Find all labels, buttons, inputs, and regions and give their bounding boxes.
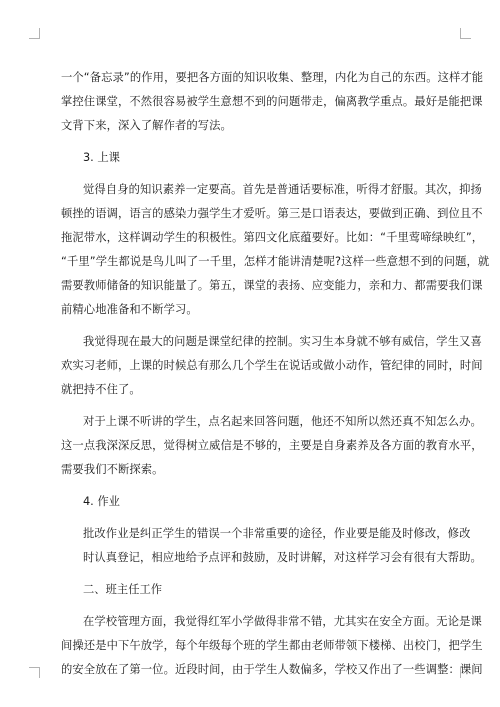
text-line: 间操还是中下午放学，每个年级每个班的学生都由老师带领下楼梯、出校门，把学生 (61, 639, 483, 652)
text-line: 觉得自身的知识素养一定要高。首先是普通话要标准，听得才舒服。其次，抑扬 (83, 183, 482, 196)
paragraph (61, 522, 482, 570)
section-heading: 4. 作业 (83, 495, 120, 508)
text-line: 欢实习老师，上课的时候总有那么几个学生在说话或做小动作，管纪律的同时，时间 (61, 359, 483, 372)
text-line: 时认真登记，相应地给予点评和鼓励，及时讲解，对这样学习会有很有大帮助。 (83, 551, 482, 564)
text-line: “千里”学生都说是鸟儿叫了一千里，怎样才能讲清楚呢?这样一些意想不到的问题，就 (61, 255, 490, 268)
text-line: 文背下来，深入了解作者的写法。 (61, 119, 232, 132)
text-line: 在学校管理方面，我觉得红军小学做得非常不错，尤其实在安全方面。无论是课 (83, 615, 482, 628)
text-line: 对于上课不听讲的学生，点名起来回答问题，他还不知所以然还真不知怎么办。 (83, 415, 482, 428)
paragraph (61, 410, 483, 482)
document-body (61, 66, 490, 690)
crop-mark-top-right (460, 28, 471, 39)
text-line: 批改作业是纠正学生的错误一个非常重要的途径，作业要是能及时修改，修改 (83, 527, 471, 540)
text-line: 顿挫的语调，语言的感染力强学生才爱听。第三是口语表达，要做到正确、到位且不 (61, 207, 483, 220)
paragraph (61, 610, 483, 682)
text-line: 一个“备忘录”的作用，要把各方面的知识收集、整理，内化为自己的东西。这样才能 (61, 71, 484, 84)
crop-mark-top-left (29, 28, 40, 39)
text-line: 我觉得现在最大的问题是课堂纪律的控制。实习生本身就不够有威信，学生又喜 (83, 335, 482, 348)
text-line: 拖泥带水，这样调动学生的积极性。第四文化底蕴要好。比如：“千里莺啼绿映红”， (61, 231, 484, 244)
crop-mark-bottom-left (29, 667, 40, 678)
text-line: 的安全放在了第一位。近段时间，由于学生人数偏多，学校又作出了一些调整：课间 (61, 663, 483, 676)
text-line: 前精心地准备和不断学习。 (61, 303, 198, 316)
paragraph (61, 66, 484, 138)
text-line: 就把持不住了。 (61, 383, 141, 396)
text-line: 这一点我深深反思，觉得树立威信是不够的，主要是自身素养及各方面的教育水平， (61, 439, 483, 452)
text-line: 需要我们不断探索。 (61, 463, 164, 476)
text-line: 需要教师储备的知识能量了。第五，课堂的表扬、应变能力，亲和力、都需要我们课 (61, 279, 483, 292)
section-heading: 3. 上课 (83, 151, 120, 164)
paragraph (61, 330, 483, 402)
paragraph (61, 178, 490, 322)
text-line: 掌控住课堂，不然很容易被学生意想不到的问题带走，偏离教学重点。最好是能把课 (61, 95, 483, 108)
section-heading: 二、班主任工作 (83, 583, 163, 596)
